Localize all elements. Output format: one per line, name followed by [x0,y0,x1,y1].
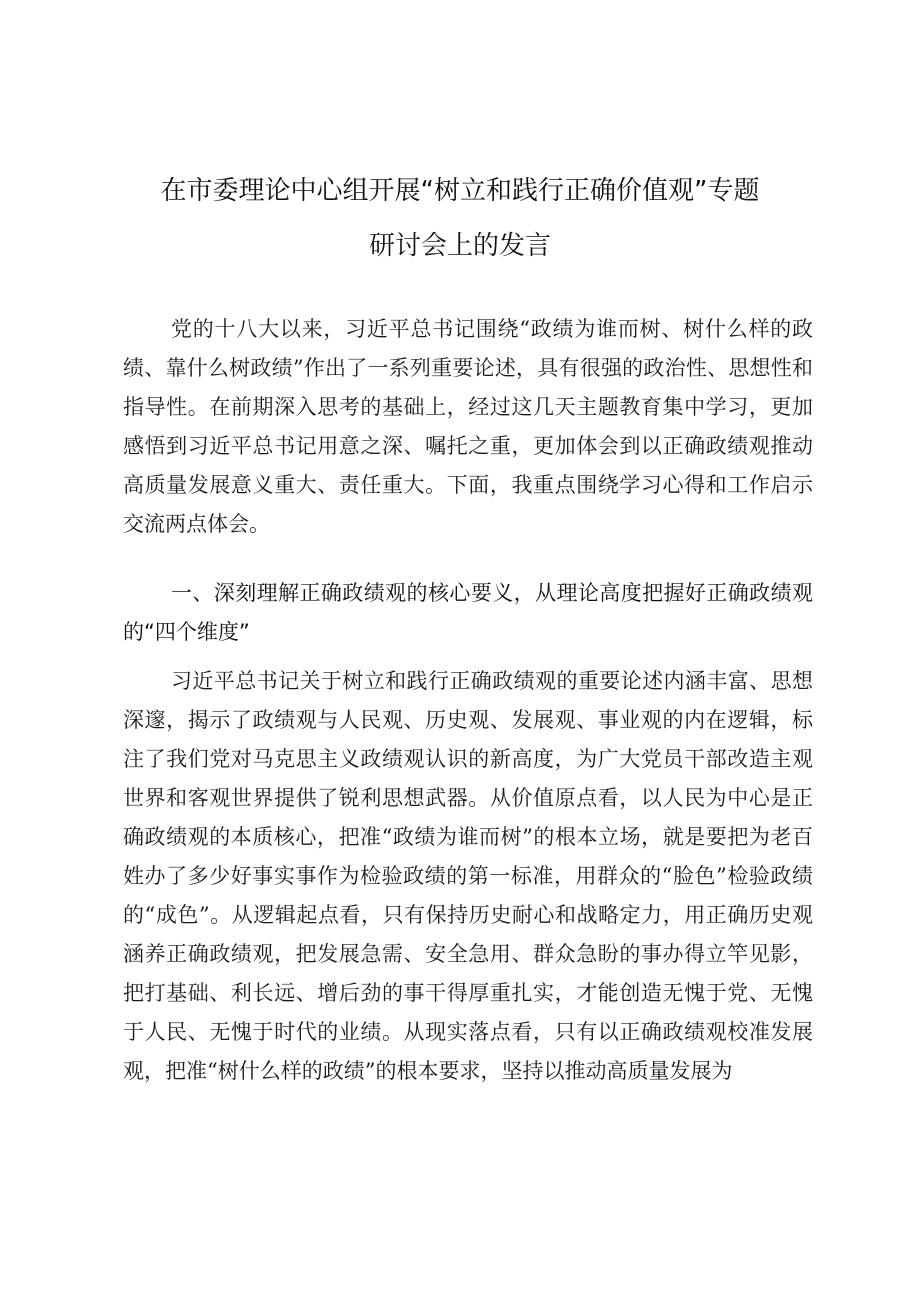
section-1-paragraph: 习近平总书记关于树立和践行正确政绩观的重要论述内涵丰富、思想深邃，揭示了政绩观与人民观、历史观、发展观、事业观的内在逻辑，标注了我们党对马克思主义政绩观认识的新高度，为广大党员干部改造主观世界和客观世界提供了锐利思想武器。从价值原点看，以人民为中心是正确政绩观的本质核心，把准“政绩为谁而树”的根本立场，就是要把为老百姓办了多少好事实事作为检验政绩的第一标准，用群众的“脸色”检验政绩的“成色”。从逻辑起点看，只有保持历史耐心和战略定力，用正确历史观涵养正确政绩观，把发展急需、安全急用、群众急盼的事办得立竿见影，把打基础、利长远、增后劲的事干得厚重扎实，才能创造无愧于党、无愧于人民、无愧于时代的业绩。从现实落点看，只有以正确政绩观校准发展观，把准“树什么样的政绩”的根本要求，坚持以推动高质量发展为 [123,669,813,1083]
document-title-line-2: 研讨会上的发言 [368,231,551,261]
intro-paragraph: 党的十八大以来，习近平总书记围绕“政绩为谁而树、树什么样的政绩、靠什么树政绩”作出了一系列重要论述，具有很强的政治性、思想性和指导性。在前期深入思考的基础上，经过这几天主题教育集中学习，更加感悟到习近平总书记用意之深、嘱托之重，更加体会到以正确政绩观推动高质量发展意义重大、责任重大。下面，我重点围绕学习心得和工作启示交流两点体会。 [123,317,813,536]
document-title-line-1: 在市委理论中心组开展“树立和践行正确价值观”专题 [160,176,760,206]
section-heading-1: 一、深刻理解正确政绩观的核心要义，从理论高度把握好正确政绩观的“四个维度” [123,581,813,644]
